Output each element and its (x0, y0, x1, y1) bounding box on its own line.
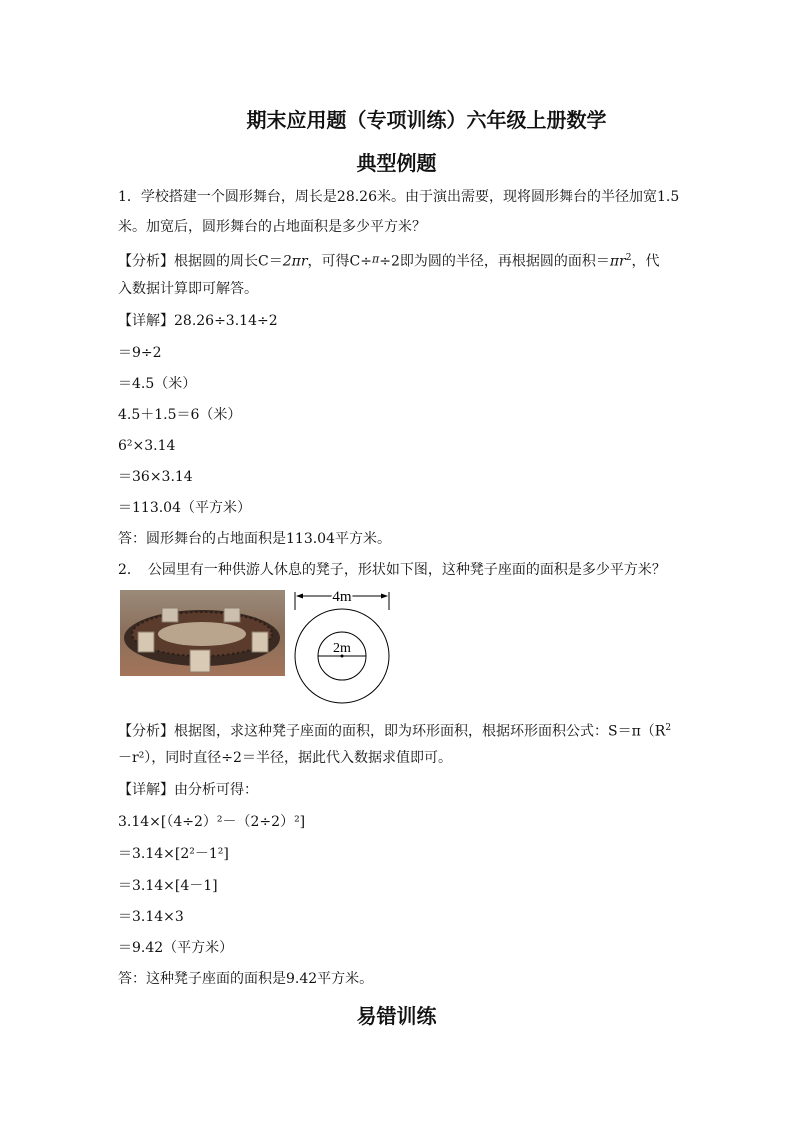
q1-analysis-line-1 (118, 249, 660, 271)
q2-analysis-line-2: －r²），同时直径÷2＝半径，据此代入数据求值即可。 (118, 750, 452, 766)
q1-analysis-part-a: 【分析】根据圆的周长C＝ (118, 253, 283, 270)
ring-diagram (290, 584, 394, 708)
pi-symbol: π (371, 252, 380, 266)
q2-step-2: 3.14×[（4÷2）²－（2÷2）²] (118, 814, 306, 830)
circumference-formula: 2πr (282, 253, 308, 270)
q1-step-2: ＝9÷2 (118, 345, 162, 361)
q2-step-5: ＝3.14×3 (118, 909, 184, 925)
q1-analysis-part-b: ，可得C÷ (307, 253, 372, 270)
q1-text-line-1: 1．学校搭建一个圆形舞台，周长是28.26米。由于演出需要，现将圆形舞台的半径加宽1.5 (118, 189, 680, 205)
q2-answer: 答：这种凳子座面的面积是9.42平方米。 (118, 971, 374, 987)
q1-step-3: ＝4.5（米） (118, 376, 197, 392)
q1-step-7: ＝113.04（平方米） (118, 500, 251, 516)
q2-analysis-line-1 (118, 719, 671, 741)
document-title: 期末应用题（专项训练）六年级上册数学 (246, 108, 607, 132)
q1-step-1: 【详解】28.26÷3.14÷2 (118, 313, 278, 329)
area-formula: πr (609, 253, 626, 270)
area-formula-exponent: 2 (625, 253, 632, 263)
q1-analysis-line-2: 入数据计算即可解答。 (118, 281, 258, 297)
q2-analysis-part-a: 【分析】根据图，求这种凳子座面的面积，即为环形面积，根据环形面积公式：S＝π（R (118, 723, 666, 740)
q2-step-3: ＝3.14×[2²－1²] (118, 846, 229, 862)
q1-analysis-part-d: ，代 (631, 253, 660, 270)
q2-step-6: ＝9.42（平方米） (118, 940, 234, 956)
section-title-error-prone: 易错训练 (356, 1004, 437, 1028)
q1-step-4: 4.5＋1.5＝6（米） (118, 407, 242, 423)
q1-step-6: ＝36×3.14 (118, 469, 193, 485)
bench-photo (120, 590, 285, 676)
q2-text-line-1: 2． 公园里有一种供游人休息的凳子，形状如下图，这种凳子座面的面积是多少平方米？ (118, 562, 666, 578)
q2-step-4: ＝3.14×[4－1] (118, 878, 218, 894)
inner-diameter-label: 2m (333, 641, 351, 656)
q1-analysis-part-c: ÷2即为圆的半径，再根据圆的面积＝ (379, 253, 610, 270)
q1-answer: 答：圆形舞台的占地面积是113.04平方米。 (118, 531, 391, 547)
q1-text-line-2: 米。加宽后，圆形舞台的占地面积是多少平方米？ (118, 219, 426, 235)
q1-step-5: 6²×3.14 (118, 438, 176, 454)
q2-analysis-exponent: 2 (665, 723, 672, 733)
q2-step-1: 【详解】由分析可得： (118, 782, 258, 798)
section-title-typical: 典型例题 (356, 151, 437, 175)
outer-diameter-label: 4m (332, 589, 352, 605)
